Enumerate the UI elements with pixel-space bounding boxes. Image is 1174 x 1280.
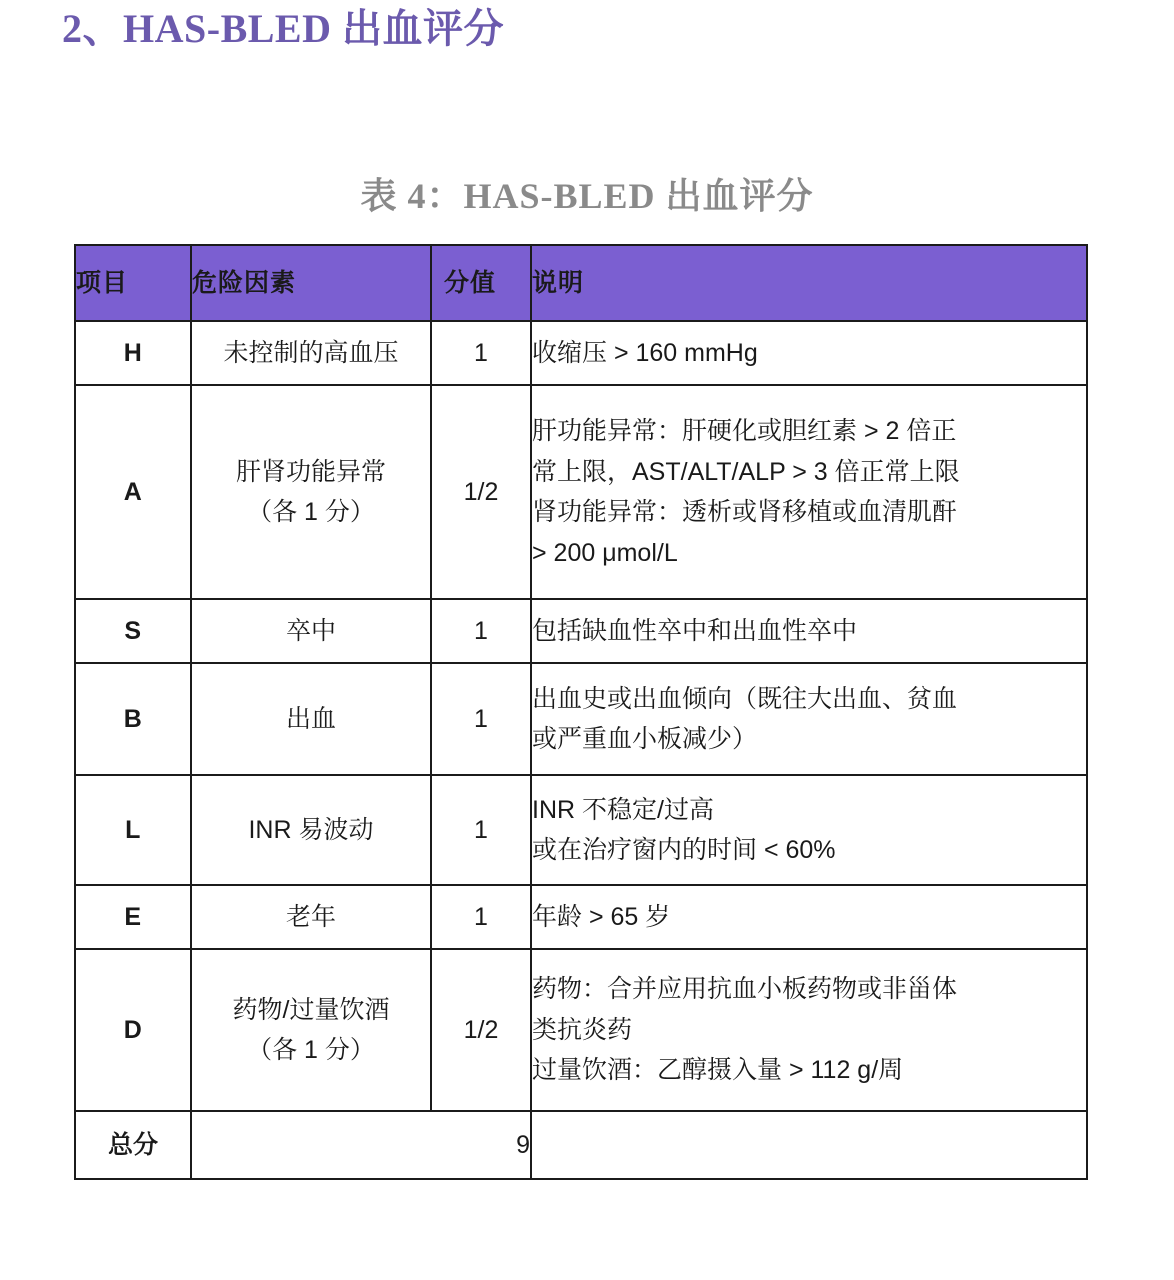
- cell-risk-factor: [191, 949, 431, 1111]
- risk-line: （各 1 分）: [247, 498, 375, 526]
- desc-line: 常上限，AST/ALT/ALP > 3 倍正常上限: [532, 457, 960, 486]
- table-caption: 表 4：HAS-BLED 出血评分: [360, 176, 814, 216]
- column-header-description: 说明: [531, 245, 1087, 321]
- table-row: [75, 321, 1087, 385]
- desc-line: INR 不稳定/过高: [532, 795, 714, 824]
- column-header-score: 分值: [431, 245, 531, 321]
- cell-risk-factor: [191, 663, 431, 775]
- desc-line: 肾功能异常：透析或肾移植或血清肌酐: [532, 498, 958, 526]
- desc-line: 出血史或出血倾向（既往大出血、贫血: [532, 684, 958, 713]
- cell-total-score: 9: [191, 1111, 531, 1179]
- cell-score: 1/2: [431, 949, 531, 1111]
- cell-total-description: [531, 1111, 1087, 1179]
- risk-line: 出血: [285, 704, 336, 733]
- desc-line: 类抗炎药: [532, 1015, 633, 1044]
- cell-risk-factor: [191, 775, 431, 885]
- has-bled-score-table: [74, 244, 1088, 1180]
- desc-line: 包括缺血性卒中和出血性卒中: [532, 616, 858, 645]
- desc-line: 药物：合并应用抗血小板药物或非甾体: [532, 975, 958, 1004]
- cell-description: [531, 775, 1087, 885]
- table-header: [75, 245, 1087, 321]
- desc-line: 年龄 > 65 岁: [532, 902, 671, 931]
- cell-description: [531, 321, 1087, 385]
- table-header-row: [75, 245, 1087, 321]
- cell-score: 1: [431, 885, 531, 949]
- cell-score: 1: [431, 663, 531, 775]
- desc-line: 收缩压 > 160 mmHg: [532, 338, 758, 367]
- cell-total-label: 总分: [75, 1111, 191, 1179]
- table-body: [75, 321, 1087, 1179]
- cell-description: [531, 949, 1087, 1111]
- cell-description: [531, 885, 1087, 949]
- desc-line: 或严重血小板减少）: [532, 725, 758, 753]
- cell-description: [531, 663, 1087, 775]
- table-row: [75, 885, 1087, 949]
- cell-item: S: [75, 599, 191, 663]
- cell-risk-factor: [191, 885, 431, 949]
- risk-line: （各 1 分）: [247, 1036, 375, 1064]
- table-row: [75, 385, 1087, 599]
- cell-risk-factor: [191, 321, 431, 385]
- desc-line: > 200 μmol/L: [532, 538, 678, 567]
- cell-score: 1: [431, 599, 531, 663]
- risk-line: 老年: [285, 902, 336, 931]
- section-heading: 2、HAS-BLED 出血评分: [62, 6, 504, 51]
- score-table-wrapper: [74, 244, 1086, 1180]
- risk-line: INR 易波动: [248, 815, 374, 844]
- cell-item: A: [75, 385, 191, 599]
- desc-line: 或在治疗窗内的时间 < 60%: [532, 836, 836, 864]
- column-header-risk-factor: 危险因素: [191, 245, 431, 321]
- column-header-item: 项目: [75, 245, 191, 321]
- cell-item: H: [75, 321, 191, 385]
- desc-line: 肝功能异常：肝硬化或胆红素 > 2 倍正: [532, 417, 957, 445]
- table-total-row: [75, 1111, 1087, 1179]
- cell-description: [531, 599, 1087, 663]
- cell-risk-factor: [191, 385, 431, 599]
- cell-score: 1/2: [431, 385, 531, 599]
- cell-score: 1: [431, 321, 531, 385]
- risk-line: 肝肾功能异常: [235, 457, 386, 486]
- cell-score: 1: [431, 775, 531, 885]
- table-row: [75, 775, 1087, 885]
- table-row: [75, 949, 1087, 1111]
- desc-line: 过量饮酒：乙醇摄入量 > 112 g/周: [532, 1056, 904, 1085]
- risk-line: 卒中: [285, 616, 336, 645]
- cell-risk-factor: [191, 599, 431, 663]
- cell-item: D: [75, 949, 191, 1111]
- risk-line: 未控制的高血压: [223, 338, 399, 367]
- cell-item: B: [75, 663, 191, 775]
- cell-item: E: [75, 885, 191, 949]
- table-row: [75, 663, 1087, 775]
- cell-item: L: [75, 775, 191, 885]
- risk-line: 药物/过量饮酒: [232, 995, 390, 1024]
- cell-description: [531, 385, 1087, 599]
- table-row: [75, 599, 1087, 663]
